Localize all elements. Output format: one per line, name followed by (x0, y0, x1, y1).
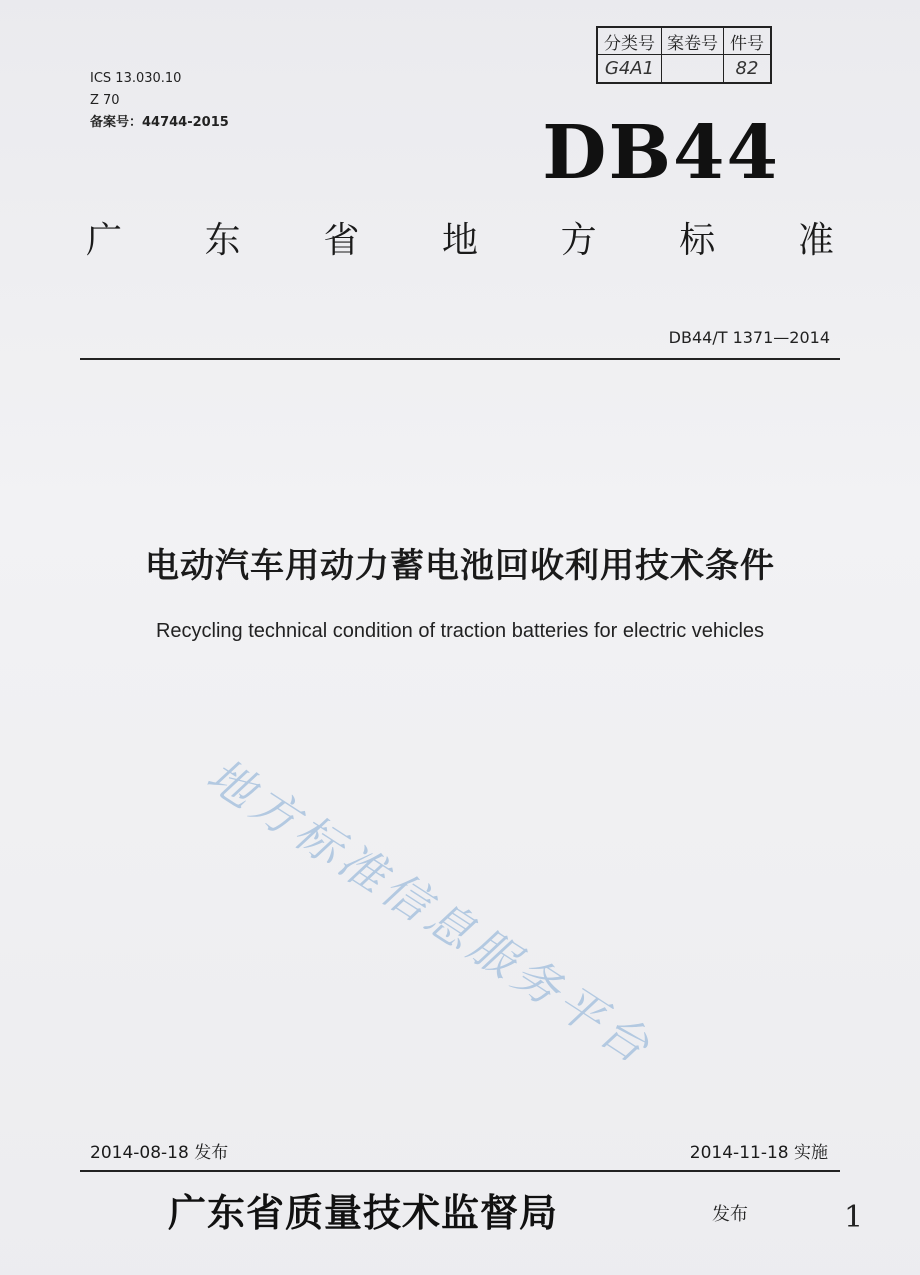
watermark: 地方标准信息服务平台 (197, 747, 664, 1077)
file-header-volume: 案卷号 (662, 28, 724, 55)
ics-code: ICS 13.030.10 (90, 71, 182, 86)
provincial-title-char: 准 (797, 220, 834, 261)
record-number: 备案号：44744-2015 (90, 115, 229, 130)
file-header-item: 件号 (724, 28, 770, 55)
db44-logo: DB44 (542, 110, 780, 196)
issue-date: 2014-08-18 发布 (90, 1143, 229, 1163)
document-title-chinese: 电动汽车用动力蓄电池回收利用技术条件 (145, 546, 775, 586)
file-value-item: 82 (735, 58, 759, 79)
provincial-title-char: 广 (86, 220, 123, 261)
ccs-code: Z 70 (90, 93, 120, 108)
bottom-divider (80, 1170, 840, 1172)
file-header-category: 分类号 (598, 28, 662, 55)
file-index-box (596, 26, 772, 84)
provincial-title-char: 省 (323, 220, 360, 261)
standard-number: DB44/T 1371—2014 (668, 328, 830, 347)
top-divider (80, 358, 840, 360)
implementation-date: 2014-11-18 实施 (689, 1143, 828, 1163)
provincial-title-char: 方 (560, 220, 597, 261)
document-title-english: Recycling technical condition of traction batteries for electric vehicles (155, 620, 765, 642)
file-value-category: G4A1 (598, 55, 662, 82)
file-value-volume (662, 55, 724, 82)
page-number: 1 (844, 1200, 864, 1235)
issue-label: 发布 (712, 1204, 748, 1225)
issuing-authority: 广东省质量技术监督局 (168, 1190, 559, 1235)
classification-meta (90, 68, 229, 134)
provincial-title-char: 标 (679, 220, 716, 261)
provincial-standard-title (86, 212, 834, 263)
provincial-title-char: 东 (204, 220, 241, 261)
provincial-title-char: 地 (441, 220, 478, 261)
